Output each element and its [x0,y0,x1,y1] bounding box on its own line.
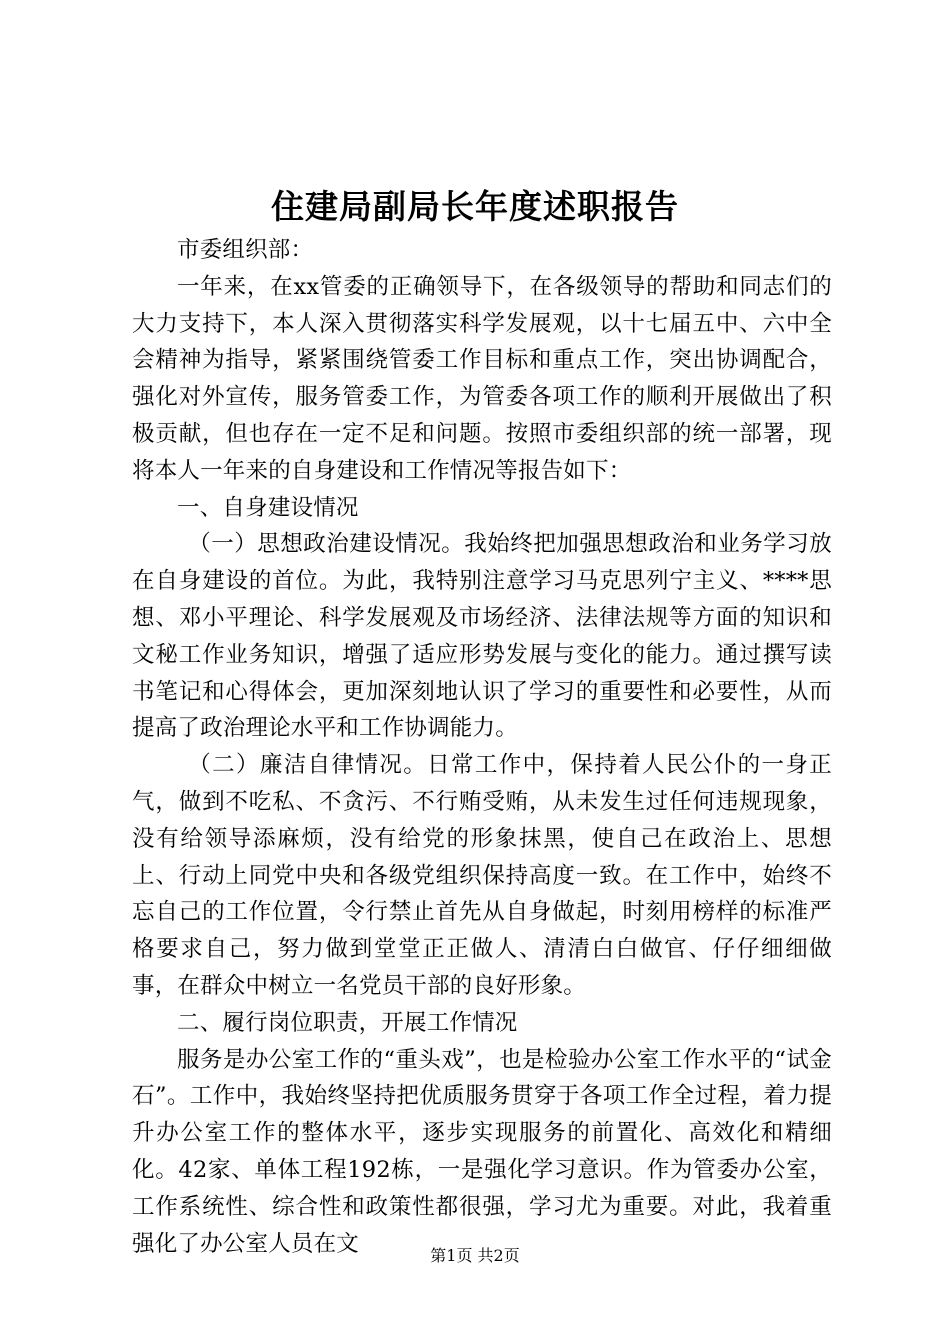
section-heading-2: 二、履行岗位职责，开展工作情况 [177,1009,518,1036]
page-number-footer: 第1页 共2页 [430,1246,520,1265]
document-title: 住建局副局长年度述职报告 [271,187,679,226]
subsection-political-paragraph: （一）思想政治建设情况。我始终把加强思想政治和业务学习放在自身建设的首位。为此，我特别注意学习马克思列宁主义、****思想、邓小平理论、科学发展观及市场经济、法律法规等方面的知识和文秘工作业务知识，增强了适应形势发展与变化的能力。通过撰写读书笔记和心得体会，更加深刻地认识了学习的重要性和必要性，从而提高了政治理论水平和工作协调能力。 [132,531,832,742]
service-paragraph: 服务是办公室工作的“重头戏”，也是检验办公室工作水平的“试金石”。工作中，我始终坚持把优质服务贯穿于各项工作全过程，着力提升办公室工作的整体水平，逐步实现服务的前置化、高效化和精细化。42家、单体工程192栋，一是强化学习意识。作为管委办公室，工作系统性、综合性和政策性都很强，学习尤为重要。对此，我着重强化了办公室人员在文 [132,1046,832,1257]
document-body [132,232,832,1262]
salutation: 市委组织部： [177,237,314,263]
intro-paragraph: 一年来，在xx管委的正确领导下，在各级领导的帮助和同志们的大力支持下，本人深入贯彻落实科学发展观，以十七届五中、六中全会精神为指导，紧紧围绕管委工作目标和重点工作，突出协调配合，强化对外宣传，服务管委工作，为管委各项工作的顺利开展做出了积极贡献，但也存在一定不足和问题。按照市委组织部的统一部署，现将本人一年来的自身建设和工作情况等报告如下： [132,273,832,484]
subsection-integrity-paragraph: （二）廉洁自律情况。日常工作中，保持着人民公仆的一身正气，做到不吃私、不贪污、不行贿受贿，从未发生过任何违规现象，没有给领导添麻烦，没有给党的形象抹黑，使自己在政治上、思想上、行动上同党中央和各级党组织保持高度一致。在工作中，始终不忘自己的工作位置，令行禁止首先从自身做起，时刻用榜样的标准严格要求自己，努力做到堂堂正正做人、清清白白做官、仔仔细细做事，在群众中树立一名党员干部的良好形象。 [132,752,832,999]
section-heading-1: 一、自身建设情况 [177,494,359,521]
